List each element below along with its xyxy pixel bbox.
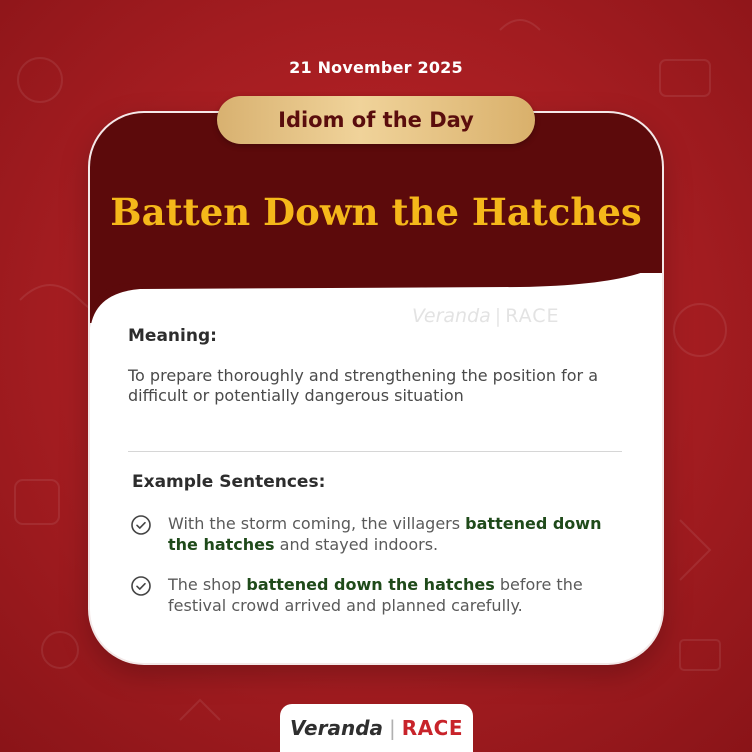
watermark-separator: |	[494, 305, 502, 327]
example-text	[168, 574, 630, 616]
footer-logo-brand: Veranda	[290, 716, 384, 740]
watermark-partner: RACE	[505, 305, 560, 327]
example-text-before: With the storm coming, the villagers	[168, 514, 466, 533]
examples-label: Example Sentences:	[132, 472, 326, 492]
idiom-of-the-day-badge: Idiom of the Day	[217, 96, 535, 144]
example-text-after: and stayed indoors.	[274, 535, 439, 554]
idiom-title: Batten Down the Hatches	[110, 190, 642, 234]
meaning-label: Meaning:	[128, 326, 217, 346]
section-divider	[128, 451, 622, 452]
meaning-text: To prepare thoroughly and strengthening the position for a difficult or potentially dangerous situation	[128, 366, 599, 405]
example-text-after: before the festival crowd arrived and planned carefully.	[168, 575, 583, 615]
check-circle-icon	[130, 514, 152, 536]
example-text-before: The shop	[168, 575, 247, 594]
watermark-logo	[412, 305, 560, 327]
footer-logo	[280, 704, 473, 752]
check-circle-icon	[130, 575, 152, 597]
footer-logo-separator: |	[389, 716, 396, 740]
example-highlight: battened down the hatches	[168, 514, 602, 554]
footer-logo-partner: RACE	[401, 716, 463, 740]
post-date: 21 November 2025	[289, 58, 463, 77]
example-item-2	[130, 574, 630, 616]
example-text	[168, 513, 630, 555]
watermark-brand: Veranda	[412, 305, 491, 327]
example-item-1	[130, 513, 630, 555]
example-highlight: battened down the hatches	[246, 575, 495, 594]
